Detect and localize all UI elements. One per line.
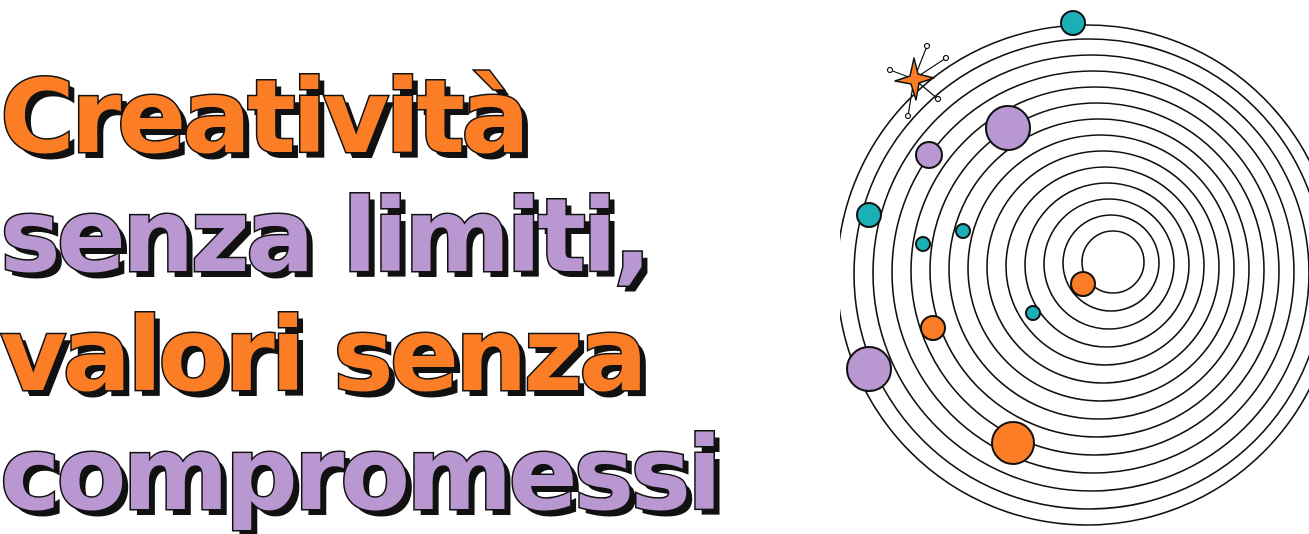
planet-orange-mid: [921, 316, 945, 340]
headline: [0, 58, 718, 534]
planet-teal-mini-1: [916, 237, 930, 251]
headline-line-2: senza limiti,: [0, 177, 648, 296]
planet-teal-left: [857, 203, 881, 227]
star-sparkle-icon: [888, 44, 949, 119]
planet-purple-small: [916, 142, 942, 168]
planet-teal-mini-2: [956, 224, 970, 238]
planet-orange-center: [1071, 272, 1095, 296]
planet-teal-top: [1061, 11, 1085, 35]
orbit-illustration: [840, 0, 1309, 527]
planet-purple-bottom: [847, 347, 891, 391]
headline-line-4: compromessi: [0, 415, 719, 534]
headline-line-1: Creatività: [0, 58, 526, 177]
planet-purple-large: [986, 106, 1030, 150]
headline-line-3: valori senza: [0, 296, 644, 415]
planet-orange-bottom: [992, 422, 1034, 464]
planet-teal-mini-3: [1026, 306, 1040, 320]
